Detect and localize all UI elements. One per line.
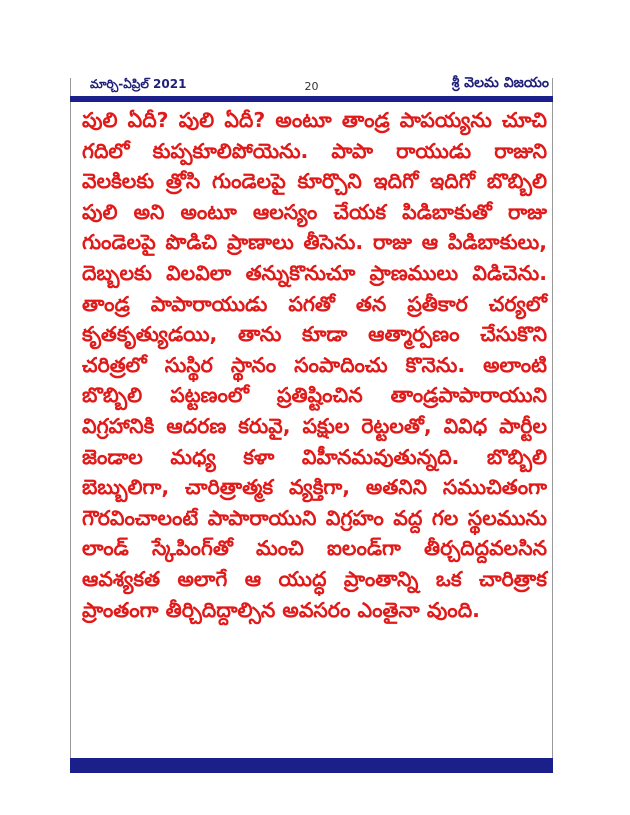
issue-label: మార్చి-ఏప్రిల్ 2021: [90, 77, 187, 91]
header-rule: [70, 96, 553, 102]
footer-rule: [70, 758, 553, 773]
page-number: 20: [304, 80, 319, 93]
article-body: [82, 105, 547, 625]
page-header: [70, 75, 553, 96]
article-paragraph: పులి ఏదీ? పులి ఏదీ? అంటూ తాండ్ర పాపయ్యను చూచి గదిలో కుప్పకూలిపోయెను. పాపా రాయుడు రాజుని వెలకిలకు త్రోసి గుండెలపై కూర్చొని ఇదిగో ఇదిగో బొబ్బిలి పులి అని అంటూ ఆలస్యం చేయక పిడిబాకుతో రాజు గుండెలపై పొడిచి ప్రాణాలు తీసెను. రాజు ఆ పిడిబాకులు, దెబ్బలకు విలవిలా తన్నుకొనుచూ ప్రాణములు విడిచెను. తాండ్ర పాపారాయుడు పగతో తన ప్రతీకార చర్యలో కృతకృత్యుడయి, తాను కూడా ఆత్మార్పణం చేసుకొని చరిత్రలో సుస్థిర స్థానం సంపాదించు కొనెను. అలాంటి బొబ్బిలి పట్టణంలో ప్రతిష్టించిన తాండ్రపాపారాయుని విగ్రహానికి ఆదరణ కరువై, పక్షుల రెట్టలతో, వివిధ పార్టీల జెండాల మధ్య కళా విహీనమవుతున్నది. బొబ్బిలి బెబ్బులిగా, చారిత్రాత్మక వ్యక్తిగా, అతనిని సముచితంగా గౌరవించాలంటే పాపారాయుని విగ్రహం వద్ద గల స్థలమును లాండ్ స్కేపింగ్‌తో మంచి ఐలండ్‌గా తీర్చదిద్దవలసిన ఆవశ్యకత అలాగే ఆ యుద్ధ ప్రాంతాన్ని ఒక చారిత్రాక ప్రాంతంగా తీర్చిదిద్దాల్సిన అవసరం ఎంతైనా వుంది.: [82, 108, 547, 622]
magazine-title: శ్రీ వెలమ విజయం: [451, 75, 549, 91]
